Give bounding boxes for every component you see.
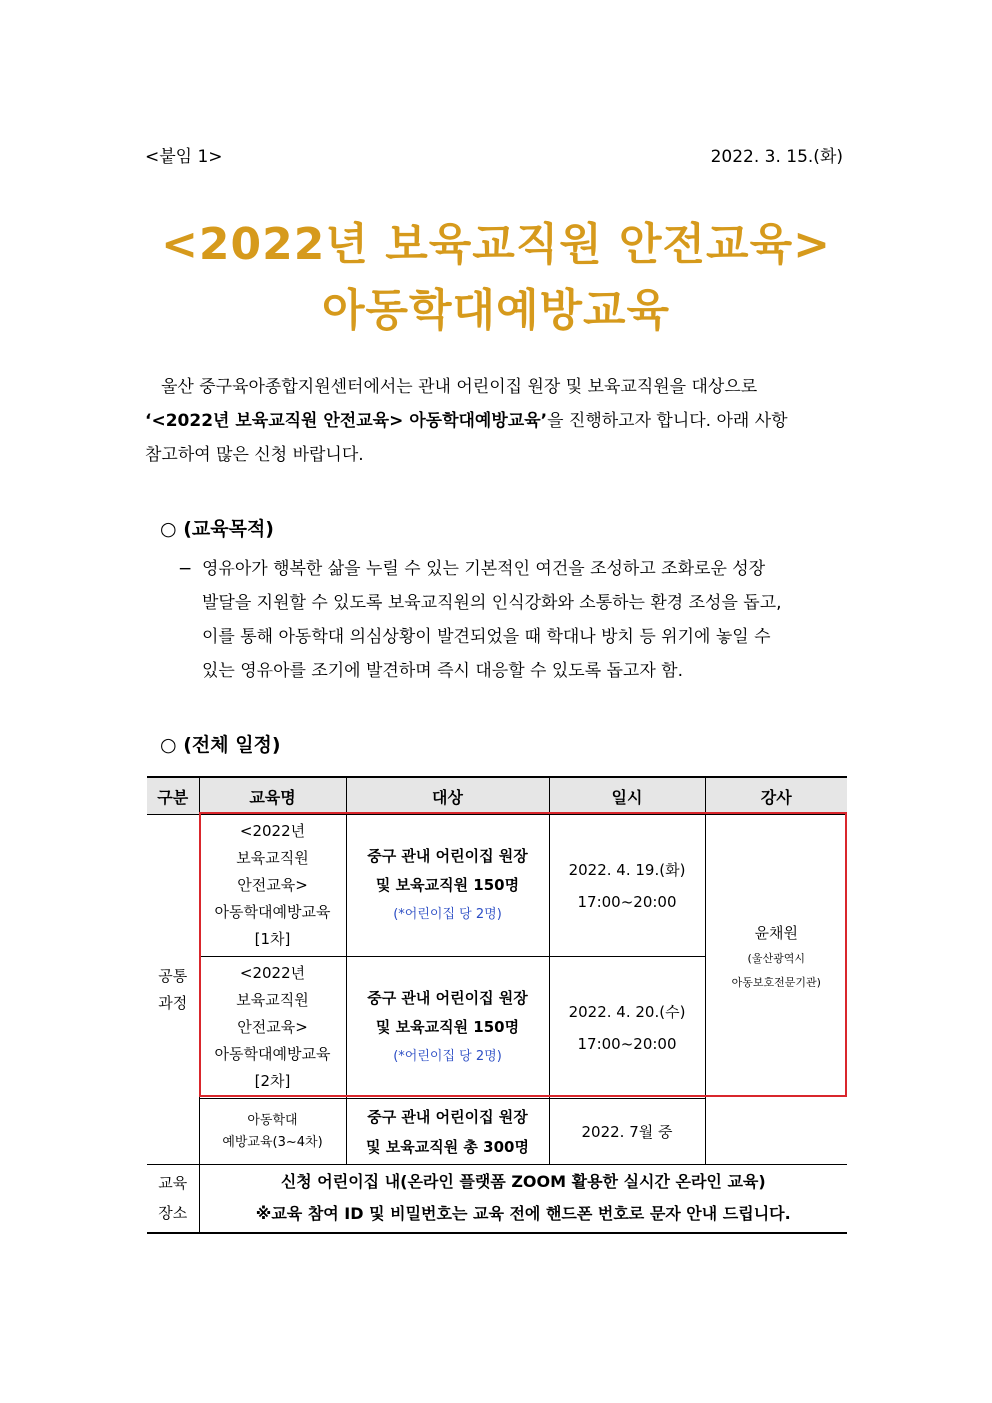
purpose-line-4: 있는 영유아를 조기에 발견하며 즉시 대응할 수 있도록 돕고자 함. — [202, 661, 684, 681]
course-name-text: 아동학대 — [247, 1112, 298, 1128]
document-title-line2: 아동학대예방교육 — [321, 285, 671, 336]
target-text: 중구 관내 어린이집 원장 — [367, 847, 528, 865]
course-name-text: [2차] — [254, 1072, 291, 1090]
target-text: 및 보육교직원 150명 — [375, 1018, 520, 1036]
purpose-line-2: 발달을 지원할 수 있도록 보육교직원의 인식강화와 소통하는 환경 조성을 돕고, — [202, 593, 782, 613]
time-text: 17:00~20:00 — [577, 892, 677, 911]
target-note: (*어린이집 당 2명) — [393, 1049, 502, 1064]
intro-line-2 — [145, 404, 850, 438]
place-row — [147, 1165, 847, 1233]
intro-line-2-rest: 을 진행하고자 합니다. 아래 사항 — [547, 411, 788, 431]
course-name-text: 안전교육> — [237, 1018, 308, 1036]
datetime-cell — [549, 1099, 705, 1165]
table-row — [147, 1099, 847, 1165]
place-text: 신청 어린이집 내(온라인 플랫폼 ZOOM 활용한 실시간 온라인 교육) — [280, 1172, 766, 1192]
schedule-heading: ○ (전체 일정) — [160, 734, 281, 756]
instructor-name: 윤채원 — [754, 923, 798, 942]
purpose-text-1: 영유아가 행복한 삶을 누릴 수 있는 기본적인 여건을 조성하고 조화로운 성장 — [202, 559, 766, 579]
col-header-datetime: 일시 — [549, 777, 705, 815]
target-text: 및 보육교직원 150명 — [375, 876, 520, 894]
category-text-2: 과정 — [158, 993, 188, 1012]
instructor-org: (울산광역시 — [747, 951, 805, 965]
document-title-line1: <2022년 보육교직원 안전교육> — [161, 219, 831, 270]
category-cell — [147, 815, 199, 1165]
datetime-cell — [549, 815, 705, 957]
attachment-label: <붙임 1> — [145, 147, 223, 167]
purpose-heading: ○ (교육목적) — [160, 518, 274, 540]
course-name-text: 예방교육(3~4차) — [222, 1134, 323, 1150]
category-text-1: 공통 — [158, 966, 188, 985]
course-name-text: 보육교직원 — [236, 849, 309, 867]
time-text: 17:00~20:00 — [577, 1034, 677, 1053]
document-date: 2022. 3. 15.(화) — [710, 147, 843, 167]
course-name-text: 아동학대예방교육 — [214, 903, 331, 921]
course-name-text: 안전교육> — [237, 876, 308, 894]
course-name-cell — [199, 1099, 346, 1165]
target-text: 중구 관내 어린이집 원장 — [367, 989, 528, 1007]
date-text: 2022. 4. 20.(수) — [568, 1002, 686, 1021]
instructor-org: 아동보호전문기관) — [731, 975, 821, 989]
target-cell — [346, 957, 549, 1099]
place-notice: ※교육 참여 ID 및 비밀번호는 교육 전에 핸드폰 번호로 문자 안내 드립니다. — [255, 1204, 791, 1224]
place-label-text: 교육 — [158, 1174, 188, 1193]
target-note: (*어린이집 당 2명) — [393, 907, 502, 922]
course-name-cell — [199, 957, 346, 1099]
course-name-text: <2022년 — [239, 964, 306, 982]
col-header-category: 구분 — [147, 777, 199, 815]
intro-line-1: 울산 중구육아종합지원센터에서는 관내 어린이집 원장 및 보육교직원을 대상으로 — [161, 377, 758, 397]
course-name-text: [1차] — [254, 930, 291, 948]
schedule-table — [147, 776, 847, 1234]
intro-program-name: ‘<2022년 보육교직원 안전교육> 아동학대예방교육’ — [145, 411, 548, 431]
course-name-cell — [199, 815, 346, 957]
purpose-line-3: 이를 통해 아동학대 의심상황이 발견되었을 때 학대나 방치 등 위기에 놓일 수 — [202, 627, 771, 647]
table-header-row — [147, 777, 847, 815]
place-content-cell — [199, 1165, 847, 1233]
course-name-text: <2022년 — [239, 822, 306, 840]
instructor-cell — [705, 815, 847, 1099]
target-cell — [346, 815, 549, 957]
col-header-instructor: 강사 — [705, 777, 847, 815]
target-text: 중구 관내 어린이집 원장 — [367, 1107, 528, 1126]
intro-paragraph — [145, 370, 850, 472]
date-text: 2022. 7월 중 — [581, 1123, 673, 1141]
col-header-name: 교육명 — [199, 777, 346, 815]
purpose-body — [178, 552, 850, 688]
datetime-cell — [549, 957, 705, 1099]
place-label-text: 장소 — [158, 1204, 188, 1223]
course-name-text: 아동학대예방교육 — [214, 1045, 331, 1063]
intro-line-3: 참고하여 많은 신청 바랍니다. — [145, 445, 364, 465]
target-cell — [346, 1099, 549, 1165]
col-header-target: 대상 — [346, 777, 549, 815]
target-text: 및 보육교직원 총 300명 — [366, 1137, 529, 1156]
dash-bullet: − — [178, 559, 193, 579]
place-label-cell — [147, 1165, 199, 1233]
table-row — [147, 815, 847, 957]
instructor-empty-cell — [705, 1099, 847, 1165]
date-text: 2022. 4. 19.(화) — [568, 860, 686, 879]
course-name-text: 보육교직원 — [236, 991, 309, 1009]
purpose-line-1 — [178, 552, 850, 586]
